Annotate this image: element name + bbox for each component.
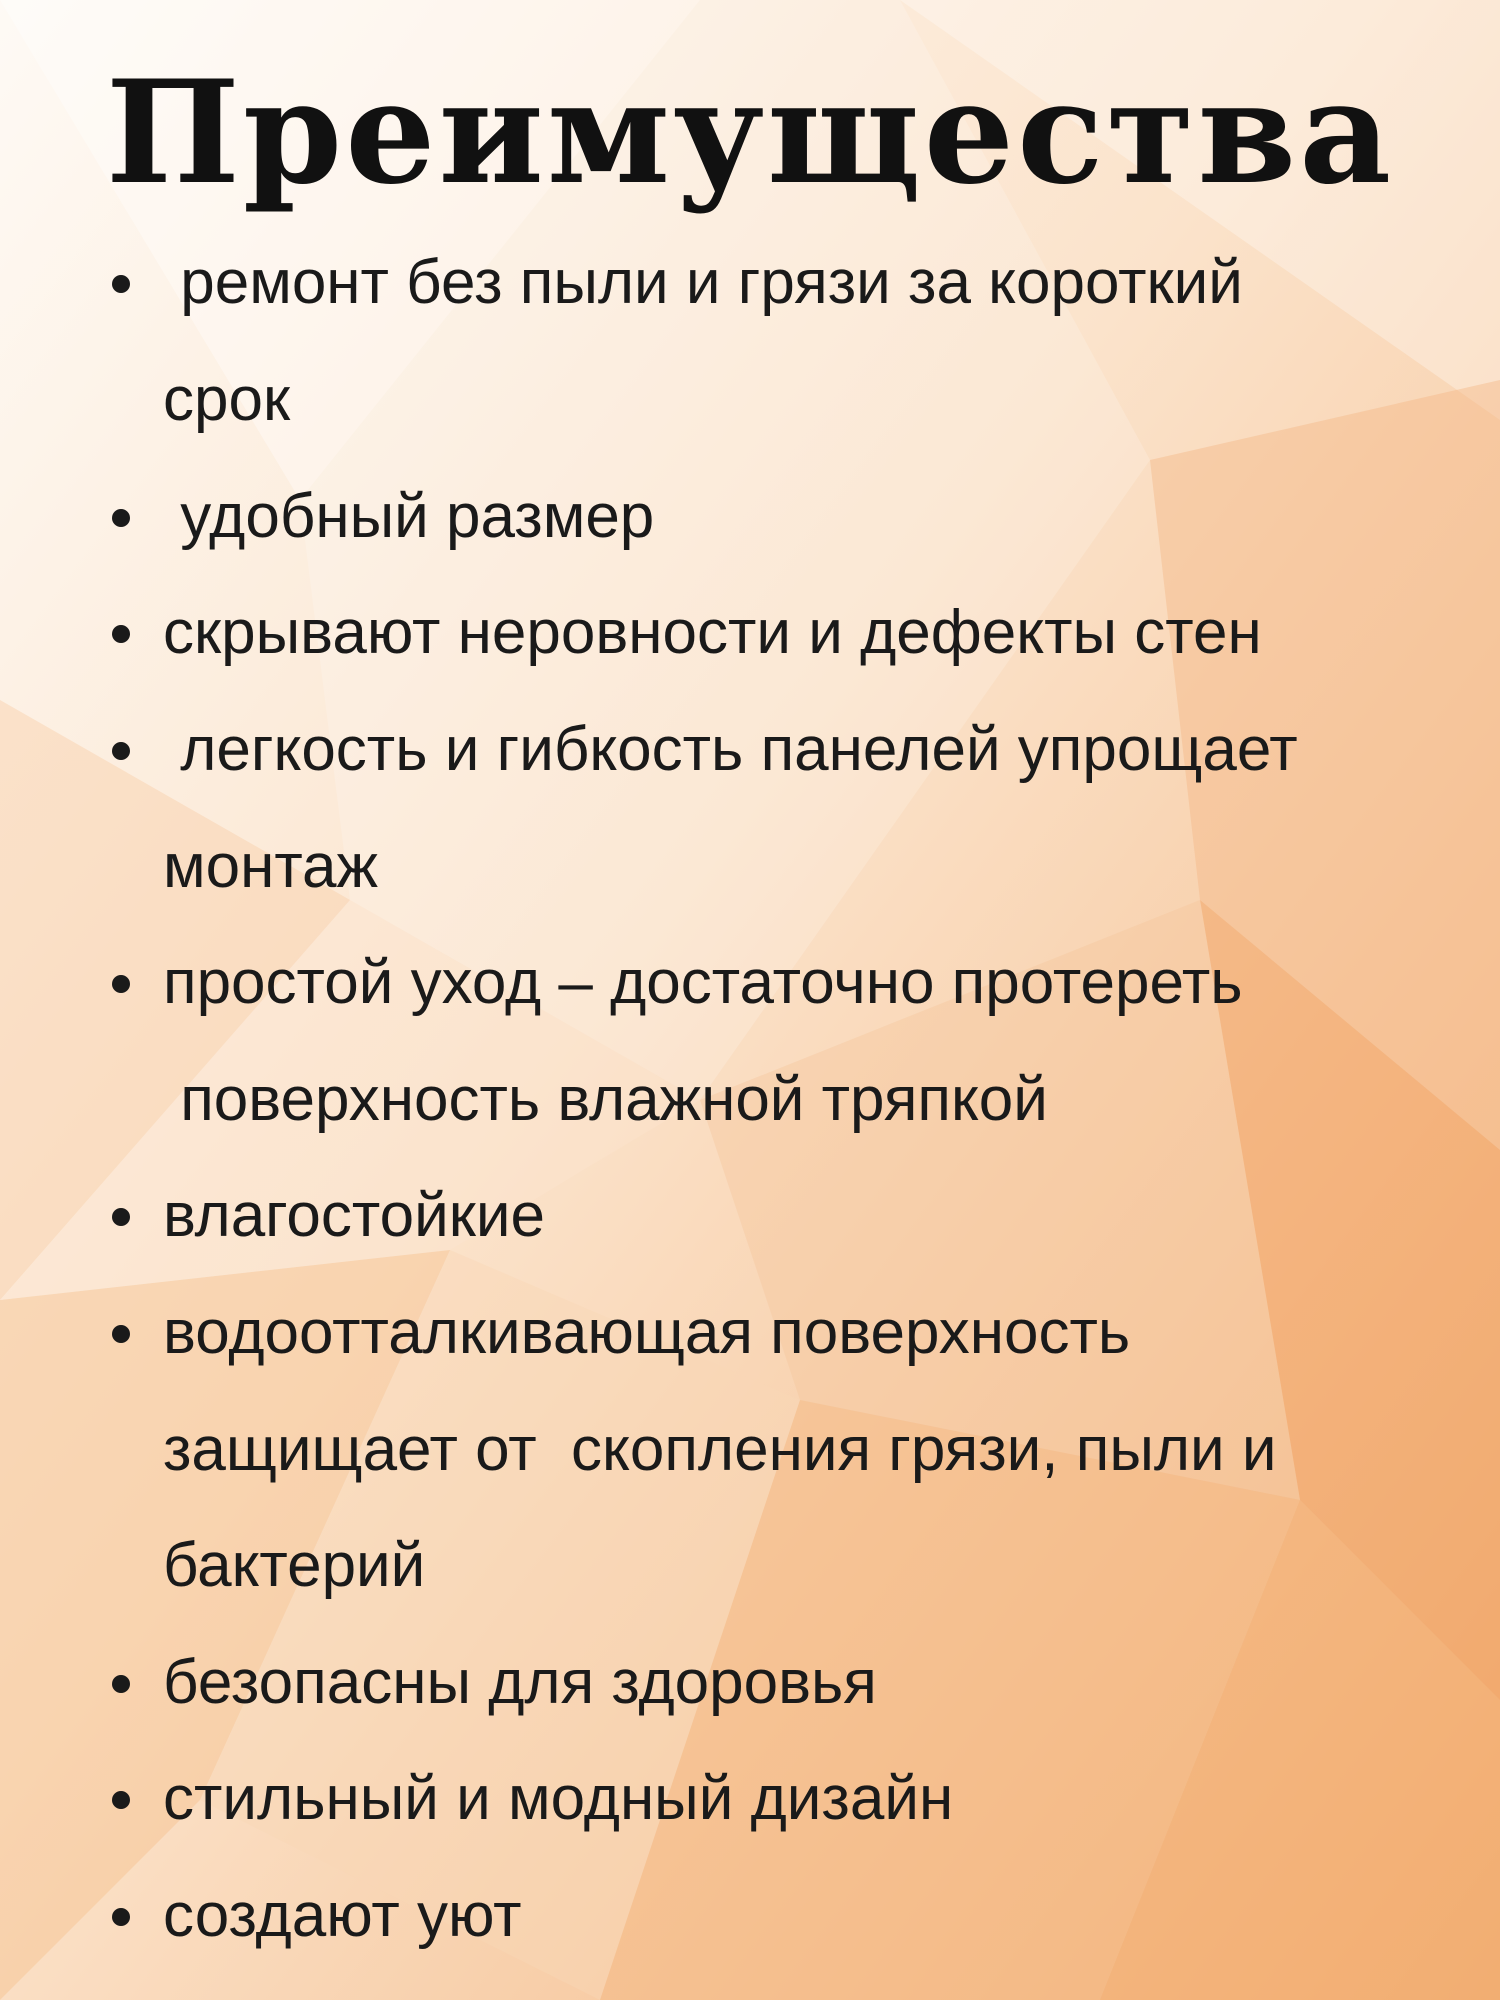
page-title: Преимущества: [105, 50, 1395, 216]
list-item-text: легкость и гибкость панелей упрощает: [163, 715, 1298, 784]
bullet-icon: [112, 975, 130, 993]
list-item-text: поверхность влажной тряпкой: [163, 1065, 1048, 1134]
list-item-text: стильный и модный дизайн: [163, 1764, 954, 1833]
bullet-icon: [112, 275, 130, 293]
bullet-icon: [112, 1908, 130, 1926]
list-item-text: бактерий: [163, 1531, 426, 1600]
list-item-text: защищает от скопления грязи, пыли и: [163, 1415, 1277, 1484]
bullet-icon: [112, 1791, 130, 1809]
list-item-text: влагостойкие: [163, 1181, 545, 1250]
bullet-icon: [112, 509, 130, 527]
list-item-text: монтаж: [163, 832, 379, 901]
bullet-icon: [112, 1325, 130, 1343]
list-item-text: срок: [163, 365, 291, 434]
list-item-text: водоотталкивающая поверхность: [163, 1298, 1131, 1367]
list-item-text: простой уход – достаточно протереть: [163, 948, 1243, 1017]
bullet-icon: [112, 625, 130, 643]
list-item-text: создают уют: [163, 1881, 522, 1950]
list-item-text: скрывают неровности и дефекты стен: [163, 598, 1262, 667]
bullet-icon: [112, 1208, 130, 1226]
list-item-text: безопасны для здоровья: [163, 1648, 877, 1717]
list-item-text: удобный размер: [163, 482, 655, 551]
bullet-icon: [112, 1675, 130, 1693]
list-item-text: ремонт без пыли и грязи за короткий: [163, 248, 1243, 317]
bullet-icon: [112, 742, 130, 760]
